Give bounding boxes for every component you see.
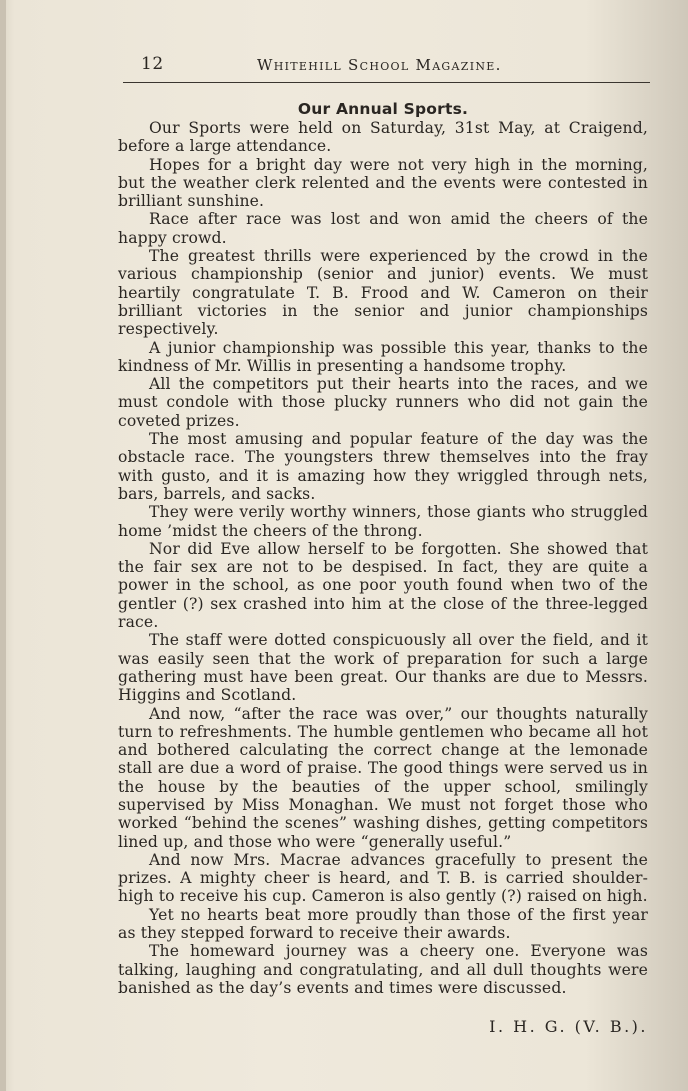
- article-paragraph: All the competitors put their hearts into the races, and we must condole with those plucky runners who did not gain the coveted prizes.: [118, 375, 648, 430]
- page-spine-shadow: [0, 0, 6, 1091]
- article-paragraph: Nor did Eve allow herself to be forgotten. She showed that the fair sex are not to be despised. In fact, they are quite a power in the school, as one poor youth found when two of the gentler (?) sex crashed into him at the close of the three-legged race.: [118, 539, 648, 632]
- page-header: [123, 52, 650, 83]
- article-paragraph: The staff were dotted conspicuously all over the field, and it was easily seen that the work of preparation for such a large gathering must have been great. Our thanks are due to Messrs. Higgins and Scotland.: [118, 631, 648, 705]
- author-signature: I. H. G. (V. B.).: [489, 1017, 648, 1036]
- article-paragraph: Race after race was lost and won amid the cheers of the happy crowd.: [118, 210, 648, 247]
- page-number: 12: [141, 54, 164, 74]
- article-paragraph: And now Mrs. Macrae advances gracefully to present the prizes. A mighty cheer is heard, and T. B. is carried shoulder-high to receive his cup. Cameron is also gently (?) raised on high.: [118, 850, 648, 906]
- article-paragraph: And now, “after the race was over,” our thoughts naturally turn to refreshments. The humble gentlemen who became all hot and bothered calculating the correct change at the lemonade stall are due a word of praise. The good things were served us in the house by the beauties of the upper school, smilingly supervised by Miss Monaghan. We must not forget those who worked “behind the scenes” washing dishes, getting competitors lined up, and those who were “generally useful.”: [118, 704, 648, 851]
- running-head: Whitehill School Magazine.: [257, 56, 502, 74]
- article-paragraph: Our Sports were held on Saturday, 31st May, at Craigend, before a large attendance.: [118, 119, 648, 156]
- article: [118, 100, 648, 997]
- article-title: Our Annual Sports.: [297, 100, 469, 118]
- article-paragraph: The homeward journey was a cheery one. Everyone was talking, laughing and congratulating, and all dull thoughts were banished as the day’s events and times were discussed.: [118, 942, 648, 997]
- article-paragraph: Yet no hearts beat more proudly than those of the first year as they stepped forward to receive their awards.: [118, 905, 648, 943]
- article-paragraph: They were verily worthy winners, those giants who struggled home ’midst the cheers of the throng.: [118, 503, 648, 540]
- article-paragraph: The most amusing and popular feature of the day was the obstacle race. The youngsters threw themselves into the fray with gusto, and it is amazing how they wriggled through nets, bars, barrels, and sacks.: [118, 430, 648, 503]
- article-paragraph: A junior championship was possible this year, thanks to the kindness of Mr. Willis in presenting a handsome trophy.: [118, 338, 648, 375]
- article-paragraph: Hopes for a bright day were not very high in the morning, but the weather clerk relented and the events were contested in brilliant sunshine.: [118, 155, 648, 211]
- article-paragraph: The greatest thrills were experienced by the crowd in the various championship (senior and junior) events. We must heartily congratulate T. B. Frood and W. Cameron on their brilliant victories in the senior and junior championships respectively.: [118, 247, 648, 339]
